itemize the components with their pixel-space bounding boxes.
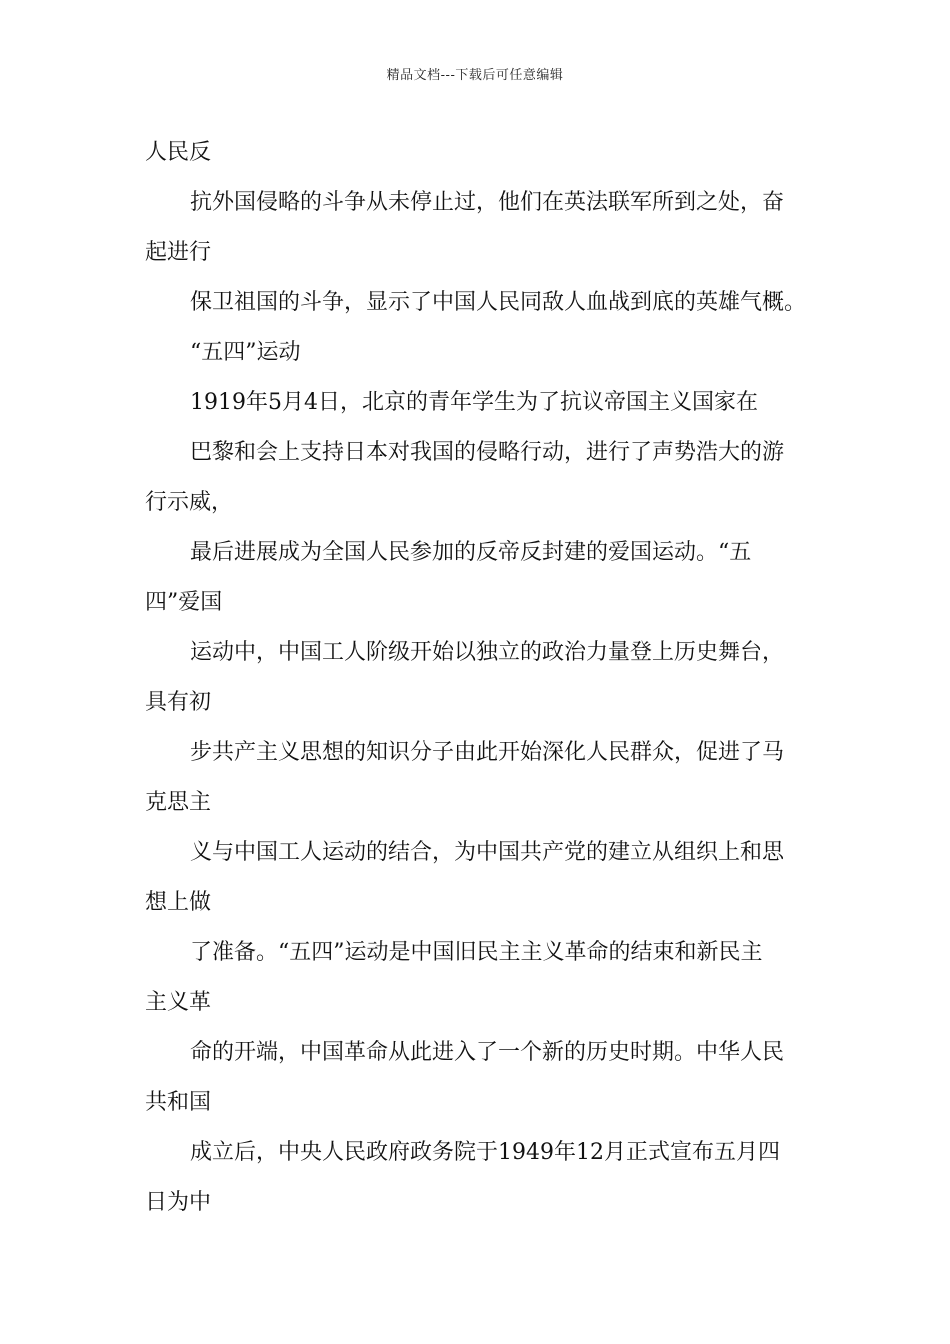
text-line: 人民反	[145, 140, 212, 165]
text-line: 最后进展成为全国人民参加的反帝反封建的爱国运动。“五	[190, 540, 752, 565]
text-line: 命的开端，中国革命从此进入了一个新的历史时期。中华人民	[190, 1040, 785, 1065]
text-line: 四”爱国	[145, 590, 223, 615]
text-line: 保卫祖国的斗争，显示了中国人民同敌人血战到底的英雄气概。	[190, 290, 807, 315]
document-body	[145, 128, 810, 1228]
text-line: 了准备。“五四”运动是中国旧民主主义革命的结束和新民主	[190, 940, 763, 965]
text-line: 义与中国工人运动的结合，为中国共产党的建立从组织上和思	[190, 840, 785, 865]
text-line: 行示威，	[145, 490, 234, 515]
text-line: 日为中	[145, 1190, 212, 1215]
text-line: 巴黎和会上支持日本对我国的侵略行动，进行了声势浩大的游	[190, 440, 785, 465]
page-header: 精品文档---下载后可任意编辑	[386, 68, 564, 83]
text-line: 想上做	[145, 890, 212, 915]
text-line: 运动中，中国工人阶级开始以独立的政治力量登上历史舞台，	[190, 640, 785, 665]
text-line: 起进行	[145, 240, 212, 265]
text-line: 1919年5月4日，北京的青年学生为了抗议帝国主义国家在	[190, 390, 758, 415]
text-line: 克思主	[145, 790, 212, 815]
text-line: 步共产主义思想的知识分子由此开始深化人民群众，促进了马	[190, 740, 785, 765]
text-line: 具有初	[145, 690, 212, 715]
text-line: 抗外国侵略的斗争从未停止过，他们在英法联军所到之处，奋	[190, 190, 785, 215]
section-heading: “五四”运动	[190, 340, 301, 365]
text-line: 成立后，中央人民政府政务院于1949年12月正式宣布五月四	[190, 1140, 780, 1165]
text-line: 共和国	[145, 1090, 212, 1115]
text-line: 主义革	[145, 990, 212, 1015]
